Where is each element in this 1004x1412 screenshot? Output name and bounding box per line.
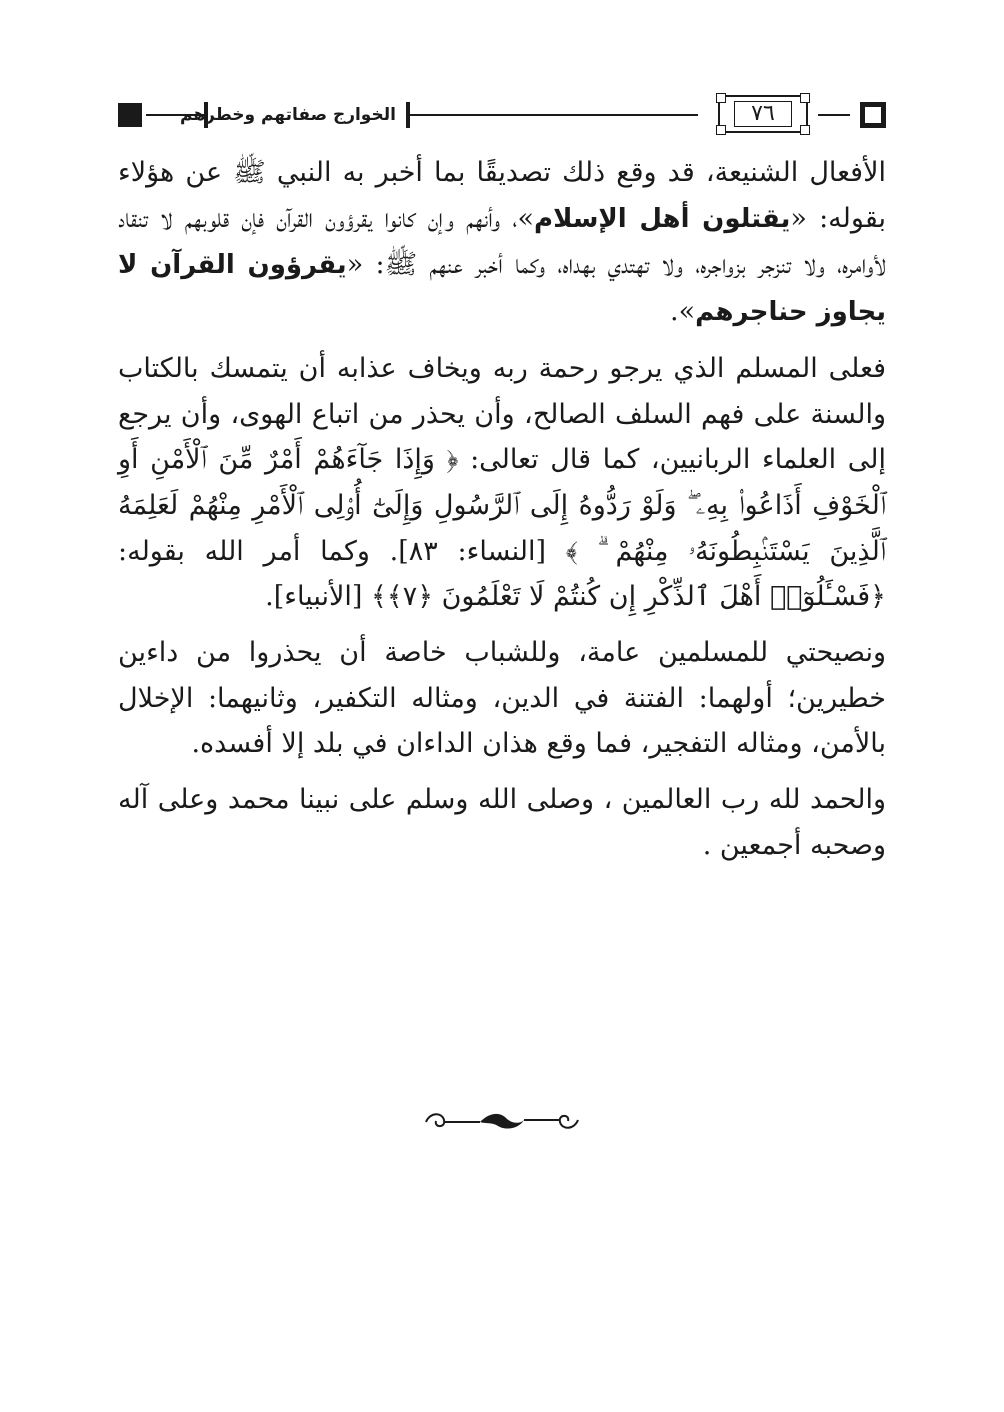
header-right-square-ornament <box>860 102 886 128</box>
quran-verse: ﴿ وَإِذَا جَآءَهُمْ أَمْرٌ مِّنَ ٱلْأَمْنِ أَوِ ٱلْخَوْفِ أَذَاعُوا۟ بِهِۦ ۖ وَلَوْ رَدُّوهُ إِلَى ٱلرَّسُولِ وَإِلَىٰٓ أُو۟لِى ٱلْأَمْرِ مِنْهُمْ لَعَلِمَهُ ٱلَّذِينَ يَسْتَنۢبِطُونَهُۥ مِنْهُمْ ۗ ﴾ <box>118 444 886 567</box>
hadith-quote: يقرؤون القرآن لا يجاوز حناجرهم <box>118 250 886 328</box>
verse-reference: [النساء: ٨٣]. وكما أمر الله بقوله: <box>118 535 566 567</box>
paragraph-1 <box>118 150 886 336</box>
end-ornament <box>420 1108 584 1134</box>
header-rule-middle <box>408 114 698 116</box>
paragraph-text: الأفعال الشنيعة، قد وقع ذلك تصديقًا بما أخبر به النبي ﷺ عن هؤلاء بقوله: « <box>118 157 886 234</box>
hadith-quote: يقتلون أهل الإسلام <box>534 203 791 234</box>
paragraph-text: فعلى المسلم الذي يرجو رحمة ربه ويخاف عذابه أن يتمسك بالكتاب والسنة على فهم السلف الصالح، وأن يحذر من اتباع الهوى، وأن يرجع إلى العلماء الربانيين، كما قال تعالى: <box>118 352 886 476</box>
page-number-frame <box>718 95 808 133</box>
paragraph-4: والحمد لله رب العالمين ، وصلى الله وسلم على نبينا محمد وعلى آله وصحبه أجمعين . <box>118 784 886 861</box>
body-text <box>118 150 886 879</box>
paragraph-text: ». <box>670 296 696 328</box>
paragraph-2 <box>118 346 886 620</box>
paragraph-text: »، وأنهم وإن كانوا يقرؤون القرآن فإن قلوبهم لا تنقاد لأوامره، ولا تنزجر بزواجره، ولا تهتدي بهداه، وكما أخبر عنهم ﷺ: « <box>118 202 886 281</box>
paragraph-3: ونصيحتي للمسلمين عامة، وللشباب خاصة أن يحذروا من داءين خطيرين؛ أولهما: الفتنة في الدين، ومثاله التكفير، وثانيهما: الإخلال بالأمن، ومثاله التفجير، فما وقع هذان الداءان في بلد إلا أفسده. <box>118 637 886 760</box>
page-header <box>118 95 886 135</box>
header-rule-right <box>818 114 850 116</box>
quran-verse: ﴿فَسْـَٔلُوٓا۟ أَهْلَ ٱلذِّكْرِ إِن كُنتُمْ لَا تَعْلَمُونَ ﴿٧﴾﴾ <box>371 581 886 613</box>
page-number: ٧٦ <box>751 101 775 126</box>
header-left-square-ornament <box>118 103 142 127</box>
verse-reference: [الأنبياء]. <box>265 581 372 613</box>
running-title: الخوارج صفاتهم وخطرهم <box>180 105 396 125</box>
